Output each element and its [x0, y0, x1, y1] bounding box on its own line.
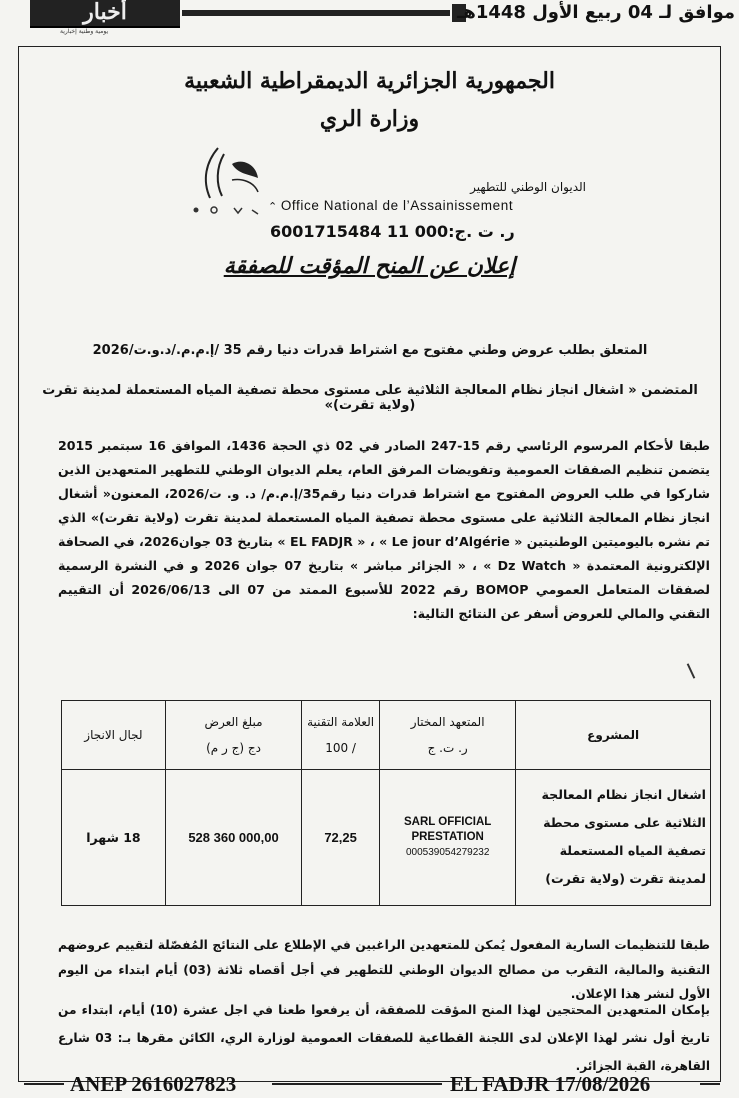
- closing-paragraph-2: بإمكان المتعهدين المحتجين لهذا المنح المؤقت للصفقة، أن يرفعوا طعنا في اجل عشرة (10) أيام، ابتداء من تاريخ أول نشر لهذا الإعلان لدى اللجنة القطاعية للصفقات العمومية لوزارة الري، الكائن مقرها بـ: 03 شارع القاهرة، القبة الجزائر.: [58, 1003, 710, 1073]
- header-bidder-sub: ر. ت. ج: [427, 740, 468, 755]
- subject-line-1: المتعلق بطلب عروض وطني مفتوح مع اشتراط قدرات دنيا رقم 35 /إ.م.م./د.و.ت/2026: [92, 343, 648, 358]
- results-table: [61, 700, 711, 906]
- header-offer-amount-label: مبلغ العرض: [204, 714, 263, 729]
- subject-line-2: المتضمن « اشغال انجاز نظام المعالجة الثلاثية على مستوى محطة تصفية المياه المستعملة لمدينة تقرت (ولاية تقرت)»: [42, 383, 698, 413]
- table-row: [62, 769, 711, 905]
- logo-tagline: يومية وطنية إخبارية: [60, 28, 109, 35]
- header-offer-amount-sub: دج (ج ر م): [206, 740, 261, 755]
- caret-icon: ⌃: [268, 201, 278, 213]
- cell-tech-score: 72,25: [302, 769, 380, 905]
- header-deadline-label: لجال الانجاز: [84, 727, 143, 742]
- bidder-nif: 000539054279232: [405, 846, 490, 858]
- republic-title: الجمهورية الجزائرية الديمقراطية الشعبية: [184, 68, 555, 94]
- header-tech-score-sub: 100 /: [325, 740, 356, 755]
- office-name-french-text: Office National de l’Assainissement: [280, 198, 514, 213]
- header-rule: [182, 10, 450, 16]
- bidder-name: SARL OFFICIAL PRESTATION: [404, 815, 492, 843]
- header-bidder: [380, 701, 516, 770]
- header-project: [516, 701, 711, 770]
- header-date: موافق لـ 04 ربيع الأول 1448هـ: [457, 2, 735, 23]
- header-project-label: المشروع: [587, 727, 640, 742]
- office-nif: ر. ت .ج:000 11 6001715484: [270, 222, 515, 241]
- office-name-arabic: الديوان الوطني للتطهير: [470, 180, 586, 194]
- footer-rule-middle: [272, 1083, 442, 1085]
- header-deadline: [62, 701, 166, 770]
- cell-deadline: 18 شهرا: [62, 769, 166, 905]
- publication-logo: أخبار: [30, 0, 180, 28]
- office-name-french: [268, 198, 598, 213]
- header-tech-score-label: العلامة التقنية: [307, 714, 375, 729]
- ministry-title: وزارة الري: [319, 106, 420, 132]
- anep-reference: ANEP 2616027823: [70, 1072, 237, 1096]
- header-bidder-label: المتعهد المختار: [410, 714, 485, 729]
- header-tech-score: [302, 701, 380, 770]
- announcement-body: طبقا لأحكام المرسوم الرئاسي رقم 15-247 الصادر في 02 ذي الحجة 1436، الموافق 16 سبتمبر 2015 يتضمن تنظيم الصفقات العمومية وتفويضات المرفق العام، يعلم الديوان الوطني للتطهير المتعهدين الذين شاركوا في طلب العروض المفتوح مع اشتراط قدرات دنيا رقم35/إ.م.م/ د. و. ت/2026، المعنون« أشغال انجاز نظام المعالجة الثلاثية على مستوى محطة تصفية المياه المستعملة لمدينة تقرت (ولاية تقرت)» الذي تم نشره باليوميتين الوطنيتين « EL FADJR » ، « Le jour d’Algérie » بتاريخ 03 جوان2026، في الصحافة الإلكترونية المعتمدة « Dz Watch » ، « الجزائر مباشر » بتاريخ 07 جوان 2026 و في النشرة الرسمية لصفقات المتعامل العمومي BOMOP رقم 2022 للأسبوع الممتد من 07 الى 2026/06/13 أن التقييم التقني والمالي للعروض أسفر عن النتائج التالية:: [58, 438, 710, 621]
- footer-rule-left: [24, 1083, 64, 1085]
- header-offer-amount: [165, 701, 301, 770]
- announcement-title: إعلان عن المنح المؤقت للصفقة: [223, 253, 516, 279]
- footer-rule-right: [700, 1083, 720, 1085]
- newspaper-header: [0, 0, 739, 34]
- cell-project: اشغال انجاز نظام المعالجة الثلاثية على مستوى محطة تصفية المياه المستعملة لمدينة تقرت (ولاية تقرت): [516, 769, 711, 905]
- newspaper-reference: EL FADJR 17/08/2026: [450, 1072, 651, 1096]
- table-header-row: [62, 701, 711, 770]
- footer: [0, 1072, 739, 1096]
- cell-bidder: [380, 769, 516, 905]
- cell-offer-amount: 528 360 000,00: [165, 769, 301, 905]
- ona-emblem-icon: [188, 140, 266, 218]
- closing-paragraph-1: طبقا للتنظيمات السارية المفعول يُمكن للمتعهدين الراغبين في الإطلاع على النتائج المُفصّلة لتقييم عروضهم التقنية والمالية، التقرب من مصالح الديوان الوطني للتطهير في أجل أقصاه ثلاثة (03) أيام ابتداء من اليوم الأول لنشر هذا الإعلان.: [58, 938, 710, 1001]
